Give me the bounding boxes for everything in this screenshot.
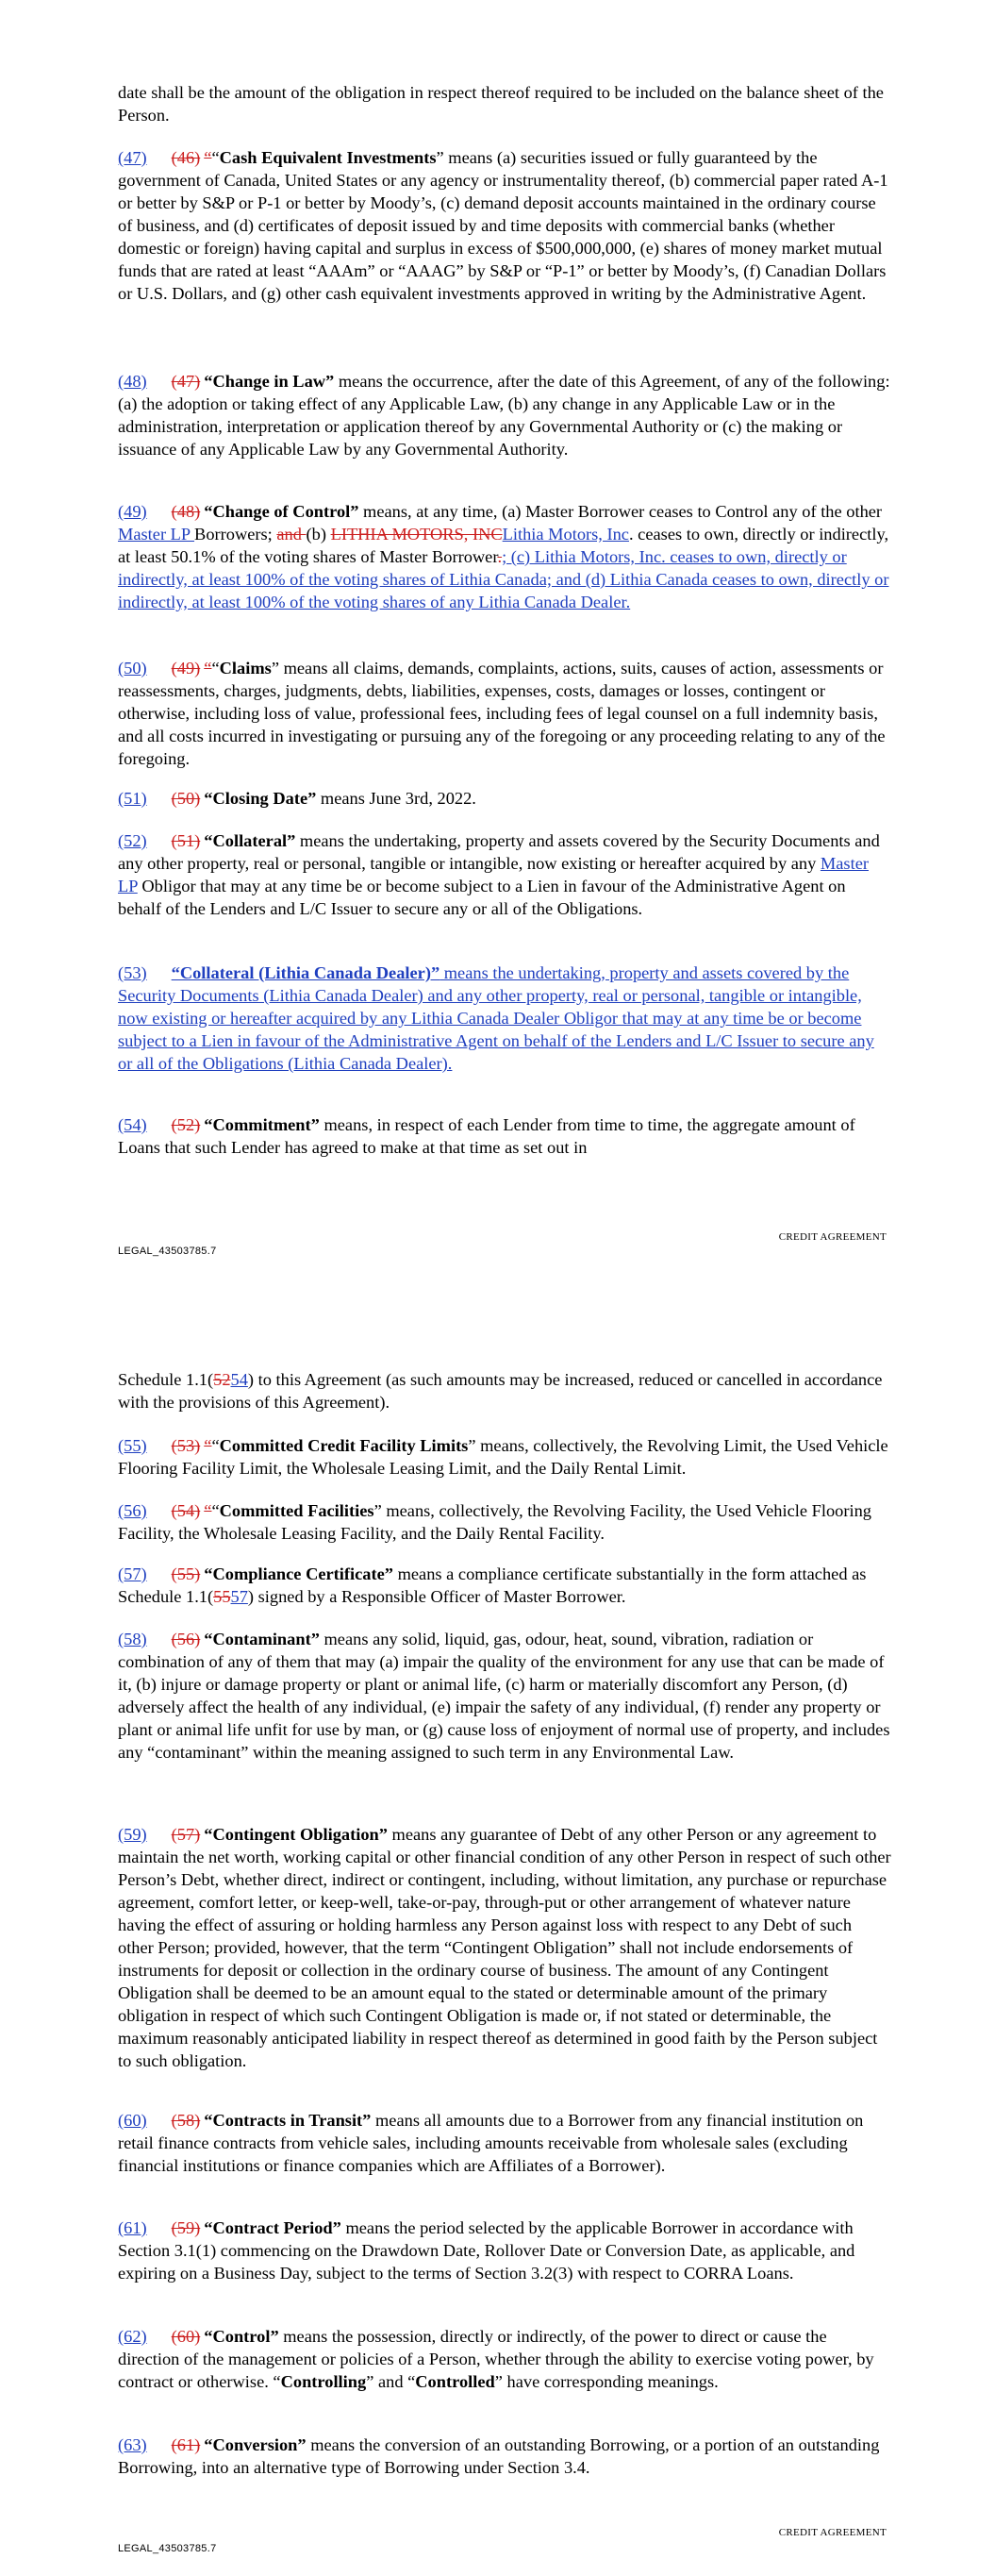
definition-63: (63) (61) “Conversion” means the conversion of an outstanding Borrowing, or a portion of an outstanding Borrowing, into an alternative type of Borrowing under Section 3.4. [118,2435,880,2477]
footer-title: CREDIT AGREEMENT [778,1231,887,1243]
definition-52: (52) (51) “Collateral” means the undertaking, property and assets covered by the Security Documents and any other property, real or personal, tangible or intangible, now existing or hereafter acquired by any Master LP Obligor that may at any time be or become subject to a Lien in favour of the Administrative Agent on behalf of the Lenders and L/C Issuer to secure any or all of the Obligations. [118,831,880,918]
definition-56: (56) (54) ““Committed Facilities” means, collectively, the Revolving Facility, the Used Vehicle Flooring Facility, the Wholesale Leasing Facility, and the Daily Rental Facility. [118,1501,871,1543]
new-number: (55) [118,1436,147,1455]
deleted-number: (52) [171,1115,201,1134]
defined-term: “Contingent Obligation” [204,1825,388,1844]
defined-term: “Compliance Certificate” [204,1564,393,1583]
footer-title: CREDIT AGREEMENT [778,2527,887,2538]
deleted-text: 52 [213,1370,231,1389]
defined-term: “Closing Date” [204,789,317,808]
defined-term: Cash Equivalent Investments [219,148,437,167]
new-number: (50) [118,659,147,677]
footer-document-id: LEGAL_43503785.7 [118,2543,217,2554]
inserted-text: 57 [230,1587,248,1606]
defined-term: “Change of Control” [204,502,359,521]
deleted-text: LITHIA MOTORS, INC [330,525,503,544]
paragraph-continuation: Schedule 1.1(5254) to this Agreement (as such amounts may be increased, reduced or cancelled in accordance with the provisions of this Agreement). [118,1370,883,1412]
inserted-text: 54 [230,1370,248,1389]
new-number: (52) [118,831,147,850]
paragraph-continuation: date shall be the amount of the obligation in respect thereof required to be included on the balance sheet of the Person. [118,83,884,125]
deleted-number: (55) [171,1564,201,1583]
defined-term: Committed Facilities [219,1501,374,1520]
inserted-text: Master LP [118,854,869,895]
document-page-1 [0,0,995,1283]
definition-60: (60) (58) “Contracts in Transit” means all amounts due to a Borrower from any financial institution on retail finance contracts from vehicle sales, including amounts receivable from wholesale sales (excluding financial institutions or finance companies which are Affiliates of a Borrower). [118,2111,864,2175]
defined-term: “Change in Law” [204,372,335,391]
new-number: (48) [118,372,147,391]
definition-58: (58) (56) “Contaminant” means any solid, liquid, gas, odour, heat, sound, vibration, radiation or combination of any of them that may (a) impair the quality of the environment for any use that can be made of it, (b) injure or damage property or plant or animal life, (c) harm or materially discomfort any Person, (d) adversely affect the health of any individual, (e) impair the safety of any individual, (f) render any property or plant or animal life unfit for use by man, or (g) cause loss of enjoyment of normal use of property, and includes any “contaminant” within the meaning assigned to such term in any Environmental Law. [118,1630,890,1762]
defined-term: Claims [219,659,272,677]
deleted-number: (47) [171,372,201,391]
definition-59: (59) (57) “Contingent Obligation” means any guarantee of Debt of any other Person or any agreement to maintain the net worth, working capital or other financial condition of any other Person in respect of such other Person’s Debt, whether direct, indirect or contingent, including, without limitation, any purchase or repurchase agreement, comfort letter, or keep-well, take-or-pay, through-put or other arrangement of whatever nature having the effect of assuring or holding harmless any Person against loss with respect to any Debt of such other Person; provided, however, that the term “Contingent Obligation” shall not include endorsements of instruments for deposit or collection in the ordinary course of business. The amount of any Contingent Obligation shall be deemed to be an amount equal to the stated or determinable amount of the primary obligation in respect of which such Contingent Obligation is made or, if not stated or determinable, the maximum reasonably anticipated liability in respect thereof as determined in good faith by the Person subject to such obligation. [118,1825,891,2070]
definition-53-inserted: (53) “Collateral (Lithia Canada Dealer)” means the undertaking, property and assets covered by the Security Documents (Lithia Canada Dealer) and any other property, real or personal, tangible or intangible, now existing or hereafter acquired by any Lithia Canada Dealer Obligor that may at any time be or become subject to a Lien in favour of the Administrative Agent on behalf of the Lenders and L/C Issuer to secure any or all of the Obligations (Lithia Canada Dealer). [118,963,874,1073]
new-number: (61) [118,2218,147,2237]
new-number: (58) [118,1630,147,1648]
definition-54: (54) (52) “Commitment” means, in respect of each Lender from time to time, the aggregate amount of Loans that such Lender has agreed to make at that time as set out in [118,1115,855,1157]
deleted-number: (59) [171,2218,201,2237]
defined-term: “Control” [204,2327,279,2346]
deleted-number: (50) [171,789,201,808]
deleted-number: (46) [171,148,201,167]
footer-document-id: LEGAL_43503785.7 [118,1246,217,1257]
deleted-number: (49) [171,659,201,677]
deleted-number: (53) [171,1436,201,1455]
deleted-number: (61) [171,2435,201,2454]
new-number: (59) [118,1825,147,1844]
new-number: (63) [118,2435,147,2454]
deleted-text: and [276,525,307,544]
definition-62: (62) (60) “Control” means the possession, directly or indirectly, of the power to direct or cause the direction of the management or policies of a Person, whether through the ability to exercise voting power, by contract or otherwise. “Controlling” and “Controlled” have corresponding meanings. [118,2327,874,2391]
new-number: (60) [118,2111,147,2130]
definition-57: (57) (55) “Compliance Certificate” means a compliance certificate substantially in the form attached as Schedule 1.1(5557) signed by a Responsible Officer of Master Borrower. [118,1564,867,1606]
inserted-text: Master LP [118,525,195,544]
deleted-number: (56) [171,1630,201,1648]
definition-47: (47) (46) ““Cash Equivalent Investments” means (a) securities issued or fully guaranteed by the government of Canada, United States or any agency or instrumentality thereof, (b) commercial paper rated A-1 or better by S&P or P-1 or better by Moody’s, (c) demand deposit accounts maintained in the ordinary course of business, and (d) certificates of deposit issued by and time deposits with commercial banks (whether domestic or foreign) having capital and surplus in excess of $500,000,000, (e) shares of money market mutual funds that are rated at least “AAAm” or “AAAG” by S&P or “P-1” or better by Moody’s, (f) Canadian Dollars or U.S. Dollars, and (g) other cash equivalent investments approved in writing by the Administrative Agent. [118,148,888,303]
deleted-text: 55 [213,1587,231,1606]
deleted-number: (54) [171,1501,201,1520]
defined-term: “Commitment” [204,1115,320,1134]
deleted-number: (57) [171,1825,201,1844]
new-number: (57) [118,1564,147,1583]
deleted-number: (58) [171,2111,201,2130]
inserted-text: Lithia Motors, Inc [502,525,629,544]
deleted-number: (48) [171,502,201,521]
defined-term: “Conversion” [204,2435,307,2454]
definition-48: (48) (47) “Change in Law” means the occurrence, after the date of this Agreement, of any of the following: (a) the adoption or taking effect of any Applicable Law, (b) any change in any Applicable Law or in the administration, interpretation or application thereof by any Governmental Authority or (c) the making or issuance of any Applicable Law by any Governmental Authority. [118,372,890,459]
defined-term: “Contracts in Transit” [204,2111,372,2130]
definition-50: (50) (49) ““Claims” means all claims, demands, complaints, actions, suits, causes of action, assessments or reassessments, charges, judgments, debts, liabilities, expenses, costs, damages or losses, contingent or otherwise, including loss of value, professional fees, including fees of legal counsel on a full indemnity basis, and all costs incurred in investigating or pursuing any of the foregoing or any proceeding relating to any of the foregoing. [118,659,886,768]
deleted-number: (51) [171,831,201,850]
inserted-text: ; (c) Lithia Motors, Inc. ceases to own, directly or indirectly, at least 100% of the voting shares of Lithia Canada; and (d) Lithia Canada ceases to own, directly or indirectly, at least 100% of the voting shares of any Lithia Canada Dealer. [118,547,889,611]
defined-term: “Collateral” [204,831,296,850]
new-number: (49) [118,502,147,521]
definition-49: (49) (48) “Change of Control” means, at any time, (a) Master Borrower ceases to Control any of the other Master LP Borrowers; and (b) LITHIA MOTORS, INCLithia Motors, Inc. ceases to own, directly or indirectly, at least 50.1% of the voting shares of Master Borrower.; (c) Lithia Motors, Inc. ceases to own, directly or indirectly, at least 100% of the voting shares of Lithia Canada; and (d) Lithia Canada ceases to own, directly or indirectly, at least 100% of the voting shares of any Lithia Canada Dealer. [118,502,889,611]
document-page-2 [0,1302,995,2576]
new-number: (54) [118,1115,147,1134]
new-number: (51) [118,789,147,808]
defined-term: “Contract Period” [204,2218,341,2237]
defined-term: Committed Credit Facility Limits [219,1436,469,1455]
deleted-text: . [497,547,503,566]
new-number: (53) [118,963,147,982]
new-number: (62) [118,2327,147,2346]
deleted-number: (60) [171,2327,201,2346]
definition-51: (51) (50) “Closing Date” means June 3rd, 2022. [118,789,476,808]
definition-61: (61) (59) “Contract Period” means the period selected by the applicable Borrower in accordance with Section 3.1(1) commencing on the Drawdown Date, Rollover Date or Conversion Date, as applicable, and expiring on a Business Day, subject to the terms of Section 3.2(3) with respect to CORRA Loans. [118,2218,855,2283]
defined-term: “Contaminant” [204,1630,320,1648]
definition-55: (55) (53) ““Committed Credit Facility Limits” means, collectively, the Revolving Limit, the Used Vehicle Flooring Facility Limit, the Wholesale Leasing Limit, and the Daily Rental Limit. [118,1436,888,1478]
defined-term: “Collateral (Lithia Canada Dealer)” [171,963,440,982]
new-number: (47) [118,148,147,167]
new-number: (56) [118,1501,147,1520]
